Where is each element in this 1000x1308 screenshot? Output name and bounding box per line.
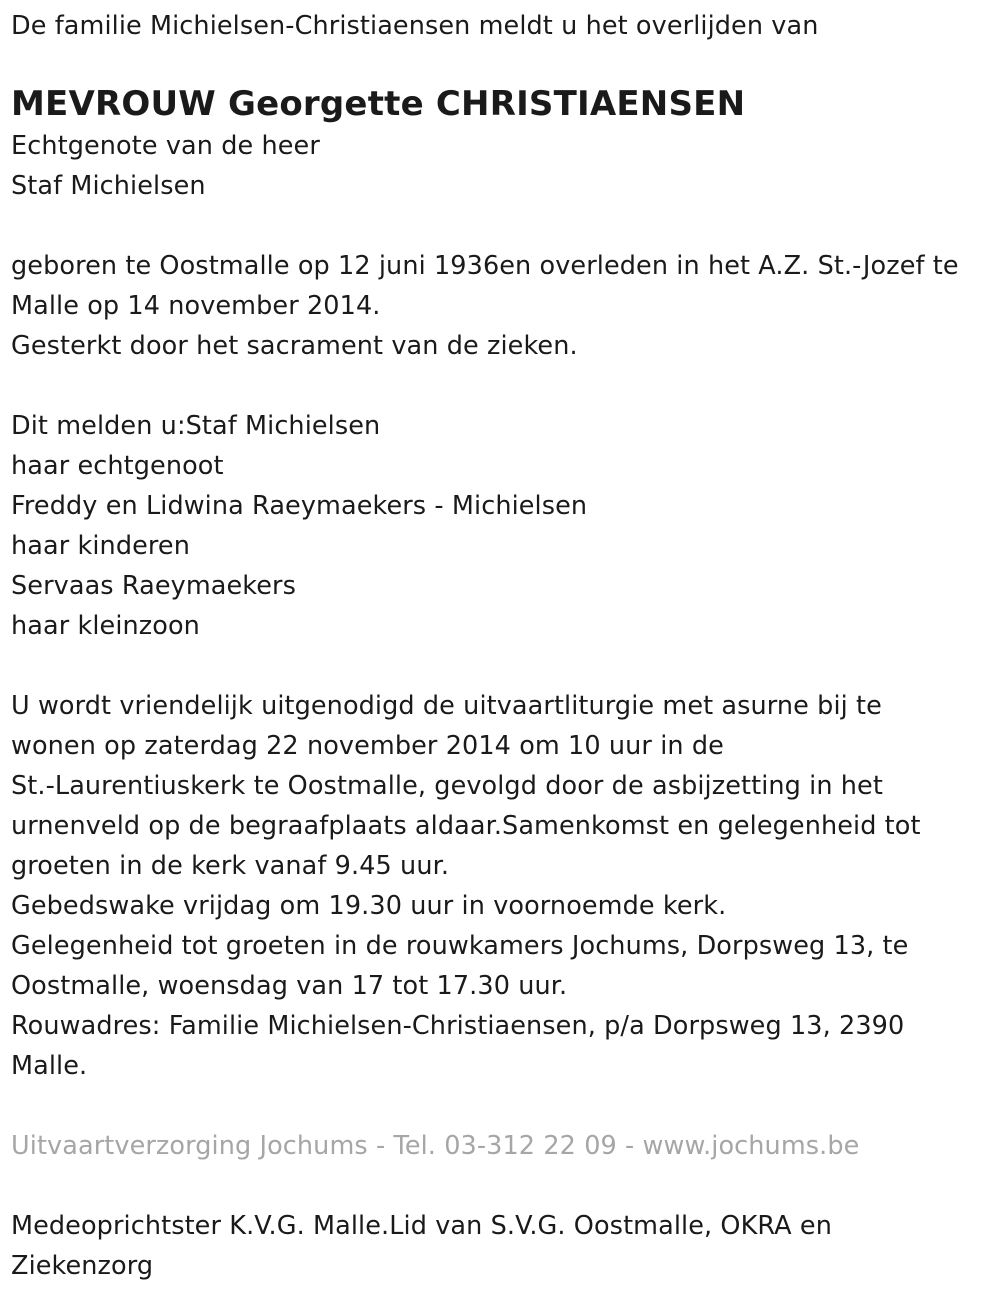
spacer: [11, 646, 989, 686]
spouse-line-1: Echtgenote van de heer: [11, 131, 320, 161]
funeral-line: wonen op zaterdag 22 november 2014 om 10 uur in de: [11, 731, 724, 761]
family-line: Servaas Raeymaekers: [11, 571, 297, 601]
funeral-line: Gelegenheid tot groeten in de rouwkamers Jochums, Dorpsweg 13, te: [11, 931, 909, 961]
family-line: Freddy en Lidwina Raeymaekers - Michielsen: [11, 491, 588, 521]
spacer: [11, 206, 989, 246]
funeral-line: Rouwadres: Familie Michielsen-Christiaensen, p/a Dorpsweg 13, 2390: [11, 1011, 905, 1041]
funeral-line: groeten in de kerk vanaf 9.45 uur.: [11, 851, 450, 881]
funeral-line: U wordt vriendelijk uitgenodigd de uitvaartliturgie met asurne bij te: [11, 691, 882, 721]
family-line: haar kleinzoon: [11, 611, 200, 641]
spacer: [11, 366, 989, 406]
spouse-line-2: Staf Michielsen: [11, 171, 206, 201]
birth-death-line-1: geboren te Oostmalle op 12 juni 1936en overleden in het A.Z. St.-Jozef te: [11, 251, 959, 281]
funeral-line: Gebedswake vrijdag om 19.30 uur in voornoemde kerk.: [11, 891, 727, 921]
memberships-line-1: Medeoprichtster K.V.G. Malle.Lid van S.V.G. Oostmalle, OKRA en: [11, 1211, 832, 1241]
sacrament-line: Gesterkt door het sacrament van de zieken.: [11, 331, 578, 361]
family-line: haar echtgenoot: [11, 451, 224, 481]
funeral-line: Malle.: [11, 1051, 88, 1081]
birth-death-line-2: Malle op 14 november 2014.: [11, 291, 381, 321]
funeral-line: urnenveld op de begraafplaats aldaar.Samenkomst en gelegenheid tot: [11, 811, 921, 841]
funeral-line: Oostmalle, woensdag van 17 tot 17.30 uur.: [11, 971, 568, 1001]
spacer: [11, 1086, 989, 1126]
memberships-line-2: Ziekenzorg: [11, 1251, 154, 1281]
family-line: haar kinderen: [11, 531, 190, 561]
funeral-details: [11, 686, 989, 1086]
spacer: [11, 1166, 989, 1206]
funeral-line: St.-Laurentiuskerk te Oostmalle, gevolgd door de asbijzetting in het: [11, 771, 883, 801]
intro-text: De familie Michielsen-Christiaensen meldt u het overlijden van: [11, 11, 819, 41]
family-line: Dit melden u:Staf Michielsen: [11, 411, 381, 441]
deceased-name: MEVROUW Georgette CHRISTIAENSEN: [11, 84, 746, 124]
family-list: [11, 406, 989, 646]
funeral-home-contact: Uitvaartverzorging Jochums - Tel. 03-312 22 09 - www.jochums.be: [11, 1131, 860, 1161]
